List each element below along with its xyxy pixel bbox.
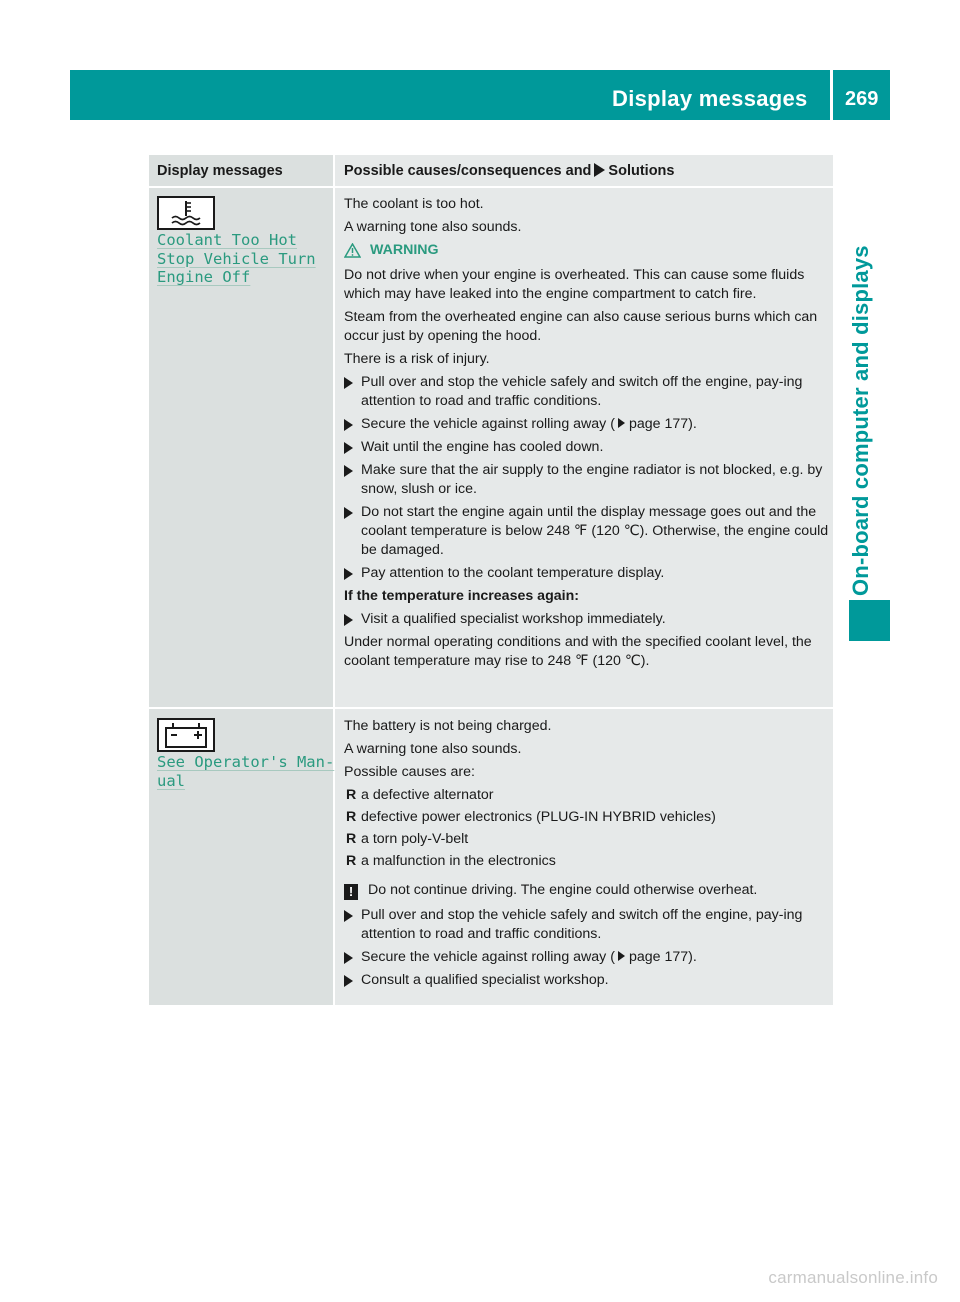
coolant-temperature-icon: [157, 196, 215, 230]
message-line: See Operator's Man‐: [157, 753, 335, 771]
warning-text: Steam from the overheated engine can also cause serious burns which can occur just by opening the hood.: [344, 309, 818, 344]
paragraph: A warning tone also sounds.: [344, 219, 522, 235]
paragraph: The battery is not being charged.: [344, 718, 552, 734]
step-arrow-icon: [344, 507, 353, 519]
warning-text: Do not drive when your engine is overheated. This can cause some fluids which may have leaked into the engine compartment to catch fire.: [344, 267, 805, 302]
caution-text: Do not continue driving. The engine could otherwise overheat.: [368, 882, 758, 898]
battery-solution-content: [344, 717, 829, 994]
battery-display-message: [157, 753, 334, 790]
instruction-step: [344, 971, 829, 990]
step-arrow-icon: [344, 910, 353, 922]
list-item: [344, 786, 829, 805]
message-line: Engine Off: [157, 268, 251, 286]
step-arrow-icon: [344, 442, 353, 454]
paragraph: Possible causes are:: [344, 764, 475, 780]
step-text: Pull over and stop the vehicle safely and switch off the engine, pay-ing attention to road and traffic conditions.: [361, 374, 803, 409]
page-reference-link[interactable]: page 177).: [628, 416, 697, 432]
warning-text: There is a risk of injury.: [344, 351, 490, 367]
bullet-icon: R: [346, 831, 357, 847]
warning-triangle-icon: [344, 243, 361, 258]
step-arrow-icon: [344, 465, 353, 477]
warning-label: WARNING: [370, 242, 439, 258]
paragraph: The coolant is too hot.: [344, 196, 484, 212]
page-number: 269: [845, 88, 879, 110]
step-text: Make sure that the air supply to the engine radiator is not blocked, e.g. by snow, slush or ice.: [361, 462, 823, 497]
chapter-side-label: On-board computer and displays: [848, 245, 873, 596]
page-reference-icon: [618, 418, 625, 428]
step-arrow-icon: [344, 614, 353, 626]
step-text: Wait until the engine has cooled down.: [361, 439, 604, 455]
page-reference-icon: [618, 951, 625, 961]
warning-heading: [344, 241, 829, 260]
coolant-solution-content: [344, 195, 829, 675]
bullet-icon: R: [346, 787, 357, 803]
step-arrow-icon: [344, 975, 353, 987]
bullet-icon: R: [346, 853, 357, 869]
step-arrow-icon: [344, 568, 353, 580]
instruction-step: [344, 948, 829, 967]
instruction-step: [344, 373, 829, 411]
list-item: [344, 852, 829, 871]
step-text: Consult a qualified specialist workshop.: [361, 972, 609, 988]
message-line: ual: [157, 771, 185, 790]
list-item-text: a malfunction in the electronics: [361, 853, 556, 869]
caution-icon: !: [344, 884, 358, 900]
step-text: Pull over and stop the vehicle safely and switch off the engine, pay-ing attention to road and traffic conditions.: [361, 907, 803, 942]
header-divider: [830, 70, 833, 120]
instruction-step: [344, 564, 829, 583]
step-text: Pay attention to the coolant temperature display.: [361, 565, 665, 581]
list-item-text: a torn poly-V-belt: [361, 831, 469, 847]
column-header-display-messages: Display messages: [157, 163, 283, 179]
chapter-marker-block: [849, 600, 890, 641]
instruction-step: [344, 610, 829, 629]
step-text: Secure the vehicle against rolling away (: [361, 416, 615, 432]
step-arrow-icon: [344, 419, 353, 431]
page-title: Display messages: [612, 86, 808, 111]
column-header-causes-solutions: [344, 163, 674, 179]
coolant-display-message: [157, 231, 316, 287]
message-line: Stop Vehicle Turn: [157, 249, 316, 268]
battery-icon: [157, 718, 215, 752]
step-text: Visit a qualified specialist workshop immediately.: [361, 611, 666, 627]
list-item-text: a defective alternator: [361, 787, 494, 803]
subheading: If the temperature increases again:: [344, 588, 579, 604]
step-arrow-icon: [344, 377, 353, 389]
column-header-solutions-text: Solutions: [608, 163, 675, 179]
step-text: Secure the vehicle against rolling away (: [361, 949, 615, 965]
paragraph: A warning tone also sounds.: [344, 741, 522, 757]
instruction-step: [344, 906, 829, 944]
message-line: Coolant Too Hot: [157, 231, 297, 249]
list-item: [344, 830, 829, 849]
instruction-step: [344, 438, 829, 457]
solution-arrow-icon: [594, 163, 605, 177]
page-reference-link[interactable]: page 177).: [628, 949, 697, 965]
step-text: Do not start the engine again until the display message goes out and the coolant temperature is below 248 ℉ (120 ℃). Otherwise, the engine could be damaged.: [361, 504, 829, 558]
watermark: carmanualsonline.info: [768, 1268, 938, 1287]
list-item: [344, 808, 829, 827]
step-arrow-icon: [344, 952, 353, 964]
list-item-text: defective power electronics (PLUG-IN HYBRID vehicles): [361, 809, 716, 825]
instruction-step: [344, 461, 829, 499]
column-header-text: Possible causes/consequences and: [344, 163, 592, 179]
instruction-step: [344, 415, 829, 434]
caution-note: [344, 881, 829, 900]
paragraph: Under normal operating conditions and with the specified coolant level, the coolant temperature may rise to 248 ℉ (120 ℃).: [344, 634, 812, 669]
bullet-icon: R: [346, 809, 357, 825]
instruction-step: [344, 503, 829, 560]
